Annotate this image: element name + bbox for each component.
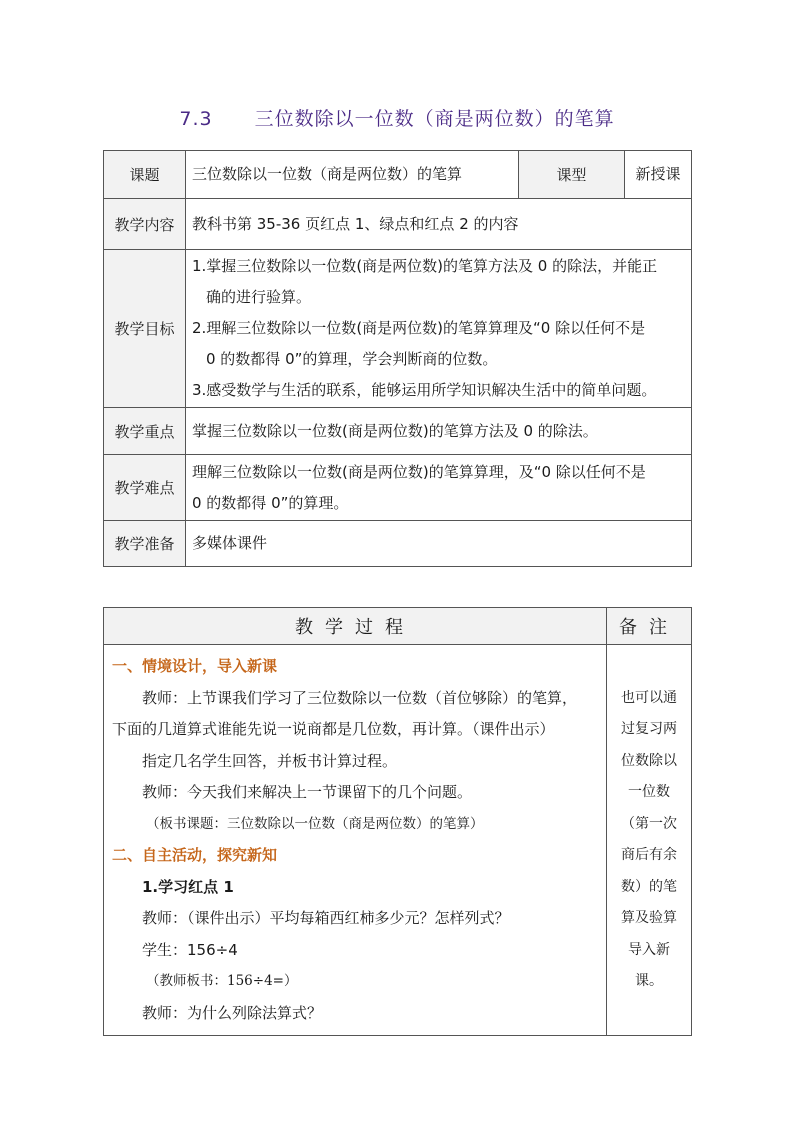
note-line: 位数除以 <box>621 752 677 769</box>
difficulty-value <box>186 455 692 521</box>
paragraph-line: 学生：156÷4 <box>142 940 238 959</box>
page-title <box>0 104 794 131</box>
type-value: 新授课 <box>625 151 692 199</box>
topic-value: 三位数除以一位数（商是两位数）的笔算 <box>186 151 519 199</box>
note-line: 数）的笔 <box>621 878 677 895</box>
process-body <box>104 645 607 1036</box>
paragraph-line: 教师：上节课我们学习了三位数除以一位数（首位够除）的笔算， <box>142 688 578 707</box>
note-line: 导入新课。 <box>628 941 670 989</box>
content-label: 教学内容 <box>104 199 186 250</box>
prep-value: 多媒体课件 <box>186 521 692 567</box>
title-text: 三位数除以一位数（商是两位数）的笔算 <box>254 108 615 130</box>
paragraph-line: 下面的几道算式谁能先说一说商都是几位数，再计算。（课件出示） <box>112 720 555 738</box>
note-header: 备注 <box>607 608 692 645</box>
goal-line: 3.感受数学与生活的联系，能够运用所学知识解决生活中的简单问题。 <box>192 381 657 399</box>
note-line: 也可以通 <box>621 689 677 706</box>
key-point-value: 掌握三位数除以一位数(商是两位数)的笔算方法及 0 的除法。 <box>186 408 692 455</box>
board-note: （教师板书：156÷4=） <box>146 973 298 989</box>
goal-list <box>186 250 692 408</box>
difficulty-line: 0 的数都得 0”的算理。 <box>192 493 349 512</box>
board-note: （板书课题：三位数除以一位数（商是两位数）的笔算） <box>146 815 484 832</box>
goal-line: 2.理解三位数除以一位数(商是两位数)的笔算算理及“0 除以任何不是 <box>192 319 646 337</box>
note-line: 算及验算 <box>621 910 677 926</box>
goal-line: 确的进行验算。 <box>206 288 312 306</box>
teaching-process-table <box>103 607 692 1036</box>
goal-label: 教学目标 <box>104 250 186 408</box>
paragraph-line: 指定几名学生回答，并板书计算过程。 <box>142 751 398 770</box>
key-point-label: 教学重点 <box>104 408 186 455</box>
note-line: 过复习两 <box>621 721 677 737</box>
note-cell <box>607 645 692 1036</box>
note-line: （第一次 <box>621 815 677 832</box>
difficulty-line: 理解三位数除以一位数(商是两位数)的笔算算理，及“0 除以任何不是 <box>192 462 646 481</box>
sub-heading: 1.学习红点 1 <box>142 877 234 896</box>
note-line: 商后有余 <box>621 847 677 863</box>
note-line: 一位数 <box>628 784 670 800</box>
section-heading: 一、情境设计，导入新课 <box>112 657 278 675</box>
goal-line: 1.掌握三位数除以一位数(商是两位数)的笔算方法及 0 的除法，并能正 <box>192 257 658 275</box>
topic-label: 课题 <box>104 151 186 199</box>
section-heading: 二、自主活动，探究新知 <box>112 846 278 864</box>
process-header: 教学过程 <box>104 608 607 645</box>
section-number: 7.3 <box>179 108 213 130</box>
goal-line: 0 的数都得 0”的算理，学会判断商的位数。 <box>206 350 498 368</box>
content-value: 教科书第 35-36 页红点 1、绿点和红点 2 的内容 <box>186 199 692 250</box>
type-label: 课型 <box>519 151 625 199</box>
prep-label: 教学准备 <box>104 521 186 567</box>
paragraph-line: 教师：（课件出示）平均每箱西红柿多少元？怎样列式？ <box>142 909 510 927</box>
lesson-info-table <box>103 150 692 567</box>
difficulty-label: 教学难点 <box>104 455 186 521</box>
paragraph-line: 教师：今天我们来解决上一节课留下的几个问题。 <box>142 783 473 801</box>
paragraph-line: 教师：为什么列除法算式？ <box>142 1003 323 1022</box>
